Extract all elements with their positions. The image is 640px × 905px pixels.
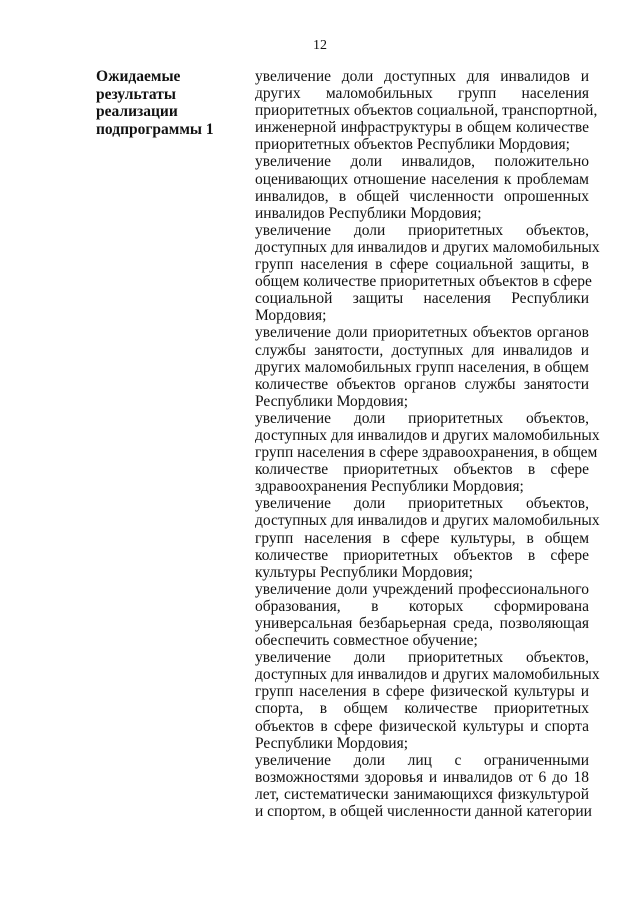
text-line: обеспечить совместное обучение;: [255, 632, 478, 650]
text-line: социальной защиты населения Республики: [255, 290, 589, 308]
result-item: [255, 68, 598, 154]
text-line: количестве приоритетных объектов в сфере: [255, 546, 589, 564]
text-line: и спортом, в общей численности данной категории: [255, 803, 592, 821]
text-line: Республики Мордовия;: [255, 392, 409, 410]
page-number: 12: [313, 38, 327, 53]
text-line: доступных для инвалидов и других маломобильных: [255, 666, 600, 684]
text-line: увеличение доли приоритетных объектов,: [255, 495, 589, 513]
text-line: приоритетных объектов социальной, транспортной,: [255, 102, 598, 120]
text-line: общем количестве приоритетных объектов в сфере: [255, 273, 592, 291]
text-line: Мордовия;: [255, 307, 327, 325]
result-item: [255, 751, 592, 821]
text-line: увеличение доли приоритетных объектов,: [255, 221, 589, 239]
text-line: увеличение доли лиц с ограниченными: [255, 751, 589, 769]
text-line: увеличение доли приоритетных объектов,: [255, 649, 589, 667]
result-item: [255, 409, 600, 496]
result-item: [255, 495, 600, 581]
section-heading-line: реализации: [96, 103, 178, 120]
section-heading-line: Ожидаемые: [96, 68, 181, 85]
text-line: других маломобильных групп населения, в общем: [255, 358, 589, 376]
text-line: универсальная безбарьерная среда, позволяющая: [255, 615, 589, 632]
text-line: групп населения в сфере культуры, в общем: [255, 529, 589, 547]
text-line: увеличение доли доступных для инвалидов и: [255, 68, 589, 85]
text-line: других маломобильных групп населения: [255, 85, 589, 103]
text-line: увеличение доли инвалидов, положительно: [255, 153, 589, 171]
section-heading: [96, 68, 236, 138]
section-heading-line: результаты: [96, 85, 176, 103]
result-item: [255, 221, 600, 325]
text-line: здравоохранения Республики Мордовия;: [255, 478, 524, 496]
text-line: приоритетных объектов Республики Мордовия;: [255, 136, 570, 154]
text-line: количестве объектов органов службы занятости: [255, 375, 589, 393]
text-line: количестве приоритетных объектов в сфере: [255, 461, 589, 479]
text-line: возможностями здоровья и инвалидов от 6 до 18: [255, 768, 589, 786]
result-item: [255, 581, 589, 649]
text-line: образования, в которых сформирована: [255, 597, 589, 615]
text-line: увеличение доли учреждений профессионального: [255, 580, 589, 598]
text-line: доступных для инвалидов и других маломобильных: [255, 426, 600, 444]
text-line: доступных для инвалидов и других маломобильных: [255, 238, 600, 256]
text-line: групп населения в сфере физической культуры и: [255, 683, 589, 701]
text-line: групп населения в сфере здравоохранения, в общем: [255, 444, 598, 462]
text-line: увеличение доли приоритетных объектов,: [255, 409, 589, 427]
expected-results-list: [255, 68, 600, 821]
result-item: [255, 649, 600, 752]
text-line: инвалидов Республики Мордовия;: [255, 204, 482, 222]
text-line: оценивающих отношение населения к проблемам: [255, 170, 589, 188]
text-line: инвалидов, в общей численности опрошенных: [255, 187, 589, 205]
text-line: службы занятости, доступных для инвалидов и: [255, 341, 589, 359]
result-item: [255, 153, 589, 221]
text-line: культуры Республики Мордовия;: [255, 563, 473, 581]
text-line: лет, систематически занимающихся физкультурой: [255, 785, 589, 803]
text-line: спорта, в общем количестве приоритетных: [255, 700, 589, 718]
text-line: увеличение доли приоритетных объектов органов: [255, 324, 589, 342]
text-line: доступных для инвалидов и других маломобильных: [255, 512, 600, 530]
text-line: Республики Мордовия;: [255, 734, 409, 752]
text-line: групп населения в сфере социальной защиты, в: [255, 256, 589, 274]
text-line: инженерной инфраструктуры в общем количестве: [255, 119, 589, 137]
result-item: [255, 324, 589, 409]
text-line: объектов в сфере физической культуры и спорта: [255, 717, 589, 735]
section-heading-line: подпрограммы 1: [96, 120, 214, 138]
